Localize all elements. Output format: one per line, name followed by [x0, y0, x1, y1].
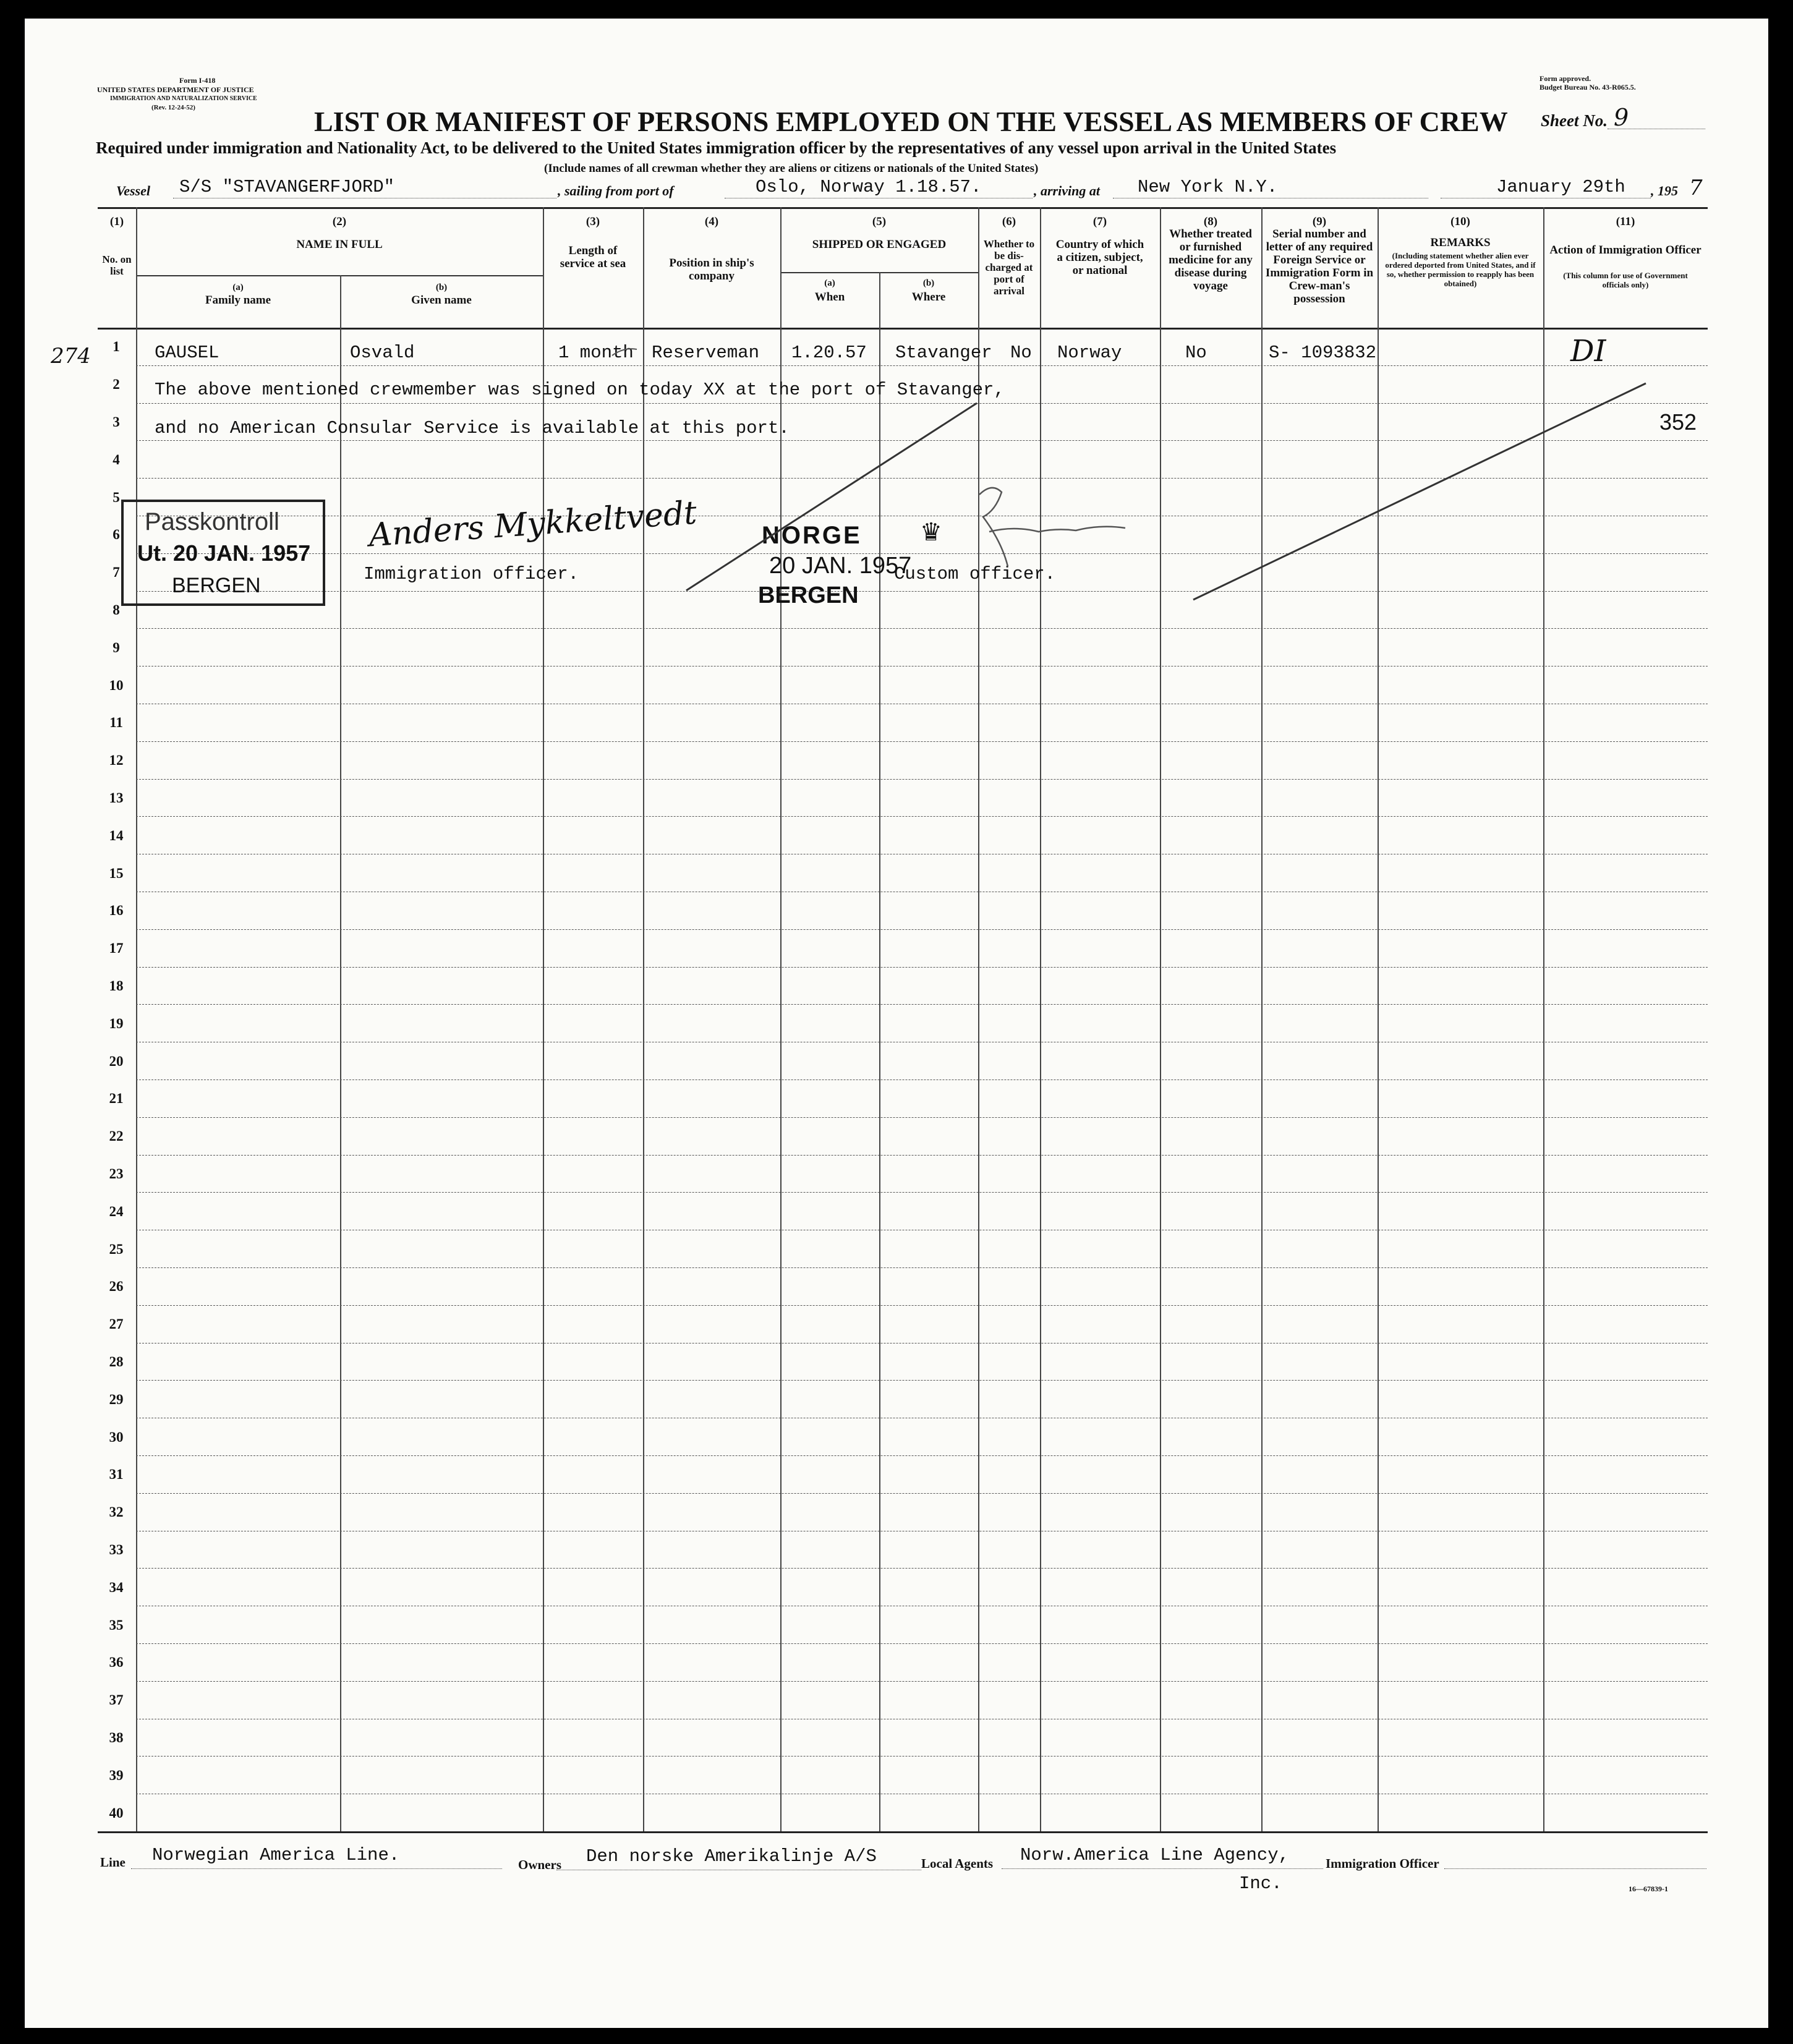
row-number: 9	[113, 639, 120, 655]
row-number: 11	[109, 715, 123, 731]
row-number: 19	[109, 1015, 124, 1031]
col2a-letter: (a)	[232, 283, 244, 292]
entry-discharged: No	[1010, 343, 1032, 363]
row-number: 29	[109, 1391, 124, 1407]
entry-when: 1.20.57	[791, 343, 867, 363]
arriving-label: , arriving at	[1034, 183, 1100, 198]
arriving-port: New York N.Y.	[1138, 177, 1278, 197]
row-number: 10	[109, 677, 124, 693]
form-approved: Form approved.	[1540, 74, 1591, 83]
footer-line-label: Line	[100, 1855, 126, 1870]
row-number: 36	[109, 1654, 124, 1671]
row-number: 34	[109, 1579, 124, 1595]
note-line-1: The above mentioned crewmember was signed on today XX at the port of Stavanger,	[155, 380, 1005, 400]
vessel-label: Vessel	[116, 183, 150, 198]
row-number: 15	[109, 865, 124, 881]
footer-owners: Den norske Amerikalinje A/S	[586, 1846, 877, 1867]
action-number: 352	[1659, 409, 1697, 435]
entry-family-name: GAUSEL	[155, 343, 219, 363]
row-number: 14	[109, 827, 124, 843]
margin-note: 274	[51, 344, 91, 368]
footer-line: Norwegian America Line.	[152, 1845, 400, 1865]
row-number: 20	[109, 1053, 124, 1069]
required-notice: Required under immigration and Nationality Act, to be delivered to the United States immigration officer by the representatives of any vessel upon arrival in the United States	[96, 138, 1337, 157]
footer-agents: Norw.America Line Agency,	[1020, 1845, 1290, 1865]
col6-number: (6)	[1002, 215, 1016, 228]
diagonal-stroke-right	[1193, 383, 1646, 600]
entry-treated: No	[1185, 343, 1207, 363]
col5b-header: Where	[911, 291, 946, 304]
sailing-port: Oslo, Norway 1.18.57.	[756, 177, 982, 197]
col7-header: Country of which a citizen, subject, or national	[1055, 238, 1144, 277]
row-number: 40	[109, 1805, 124, 1821]
col2b-header: Given name	[411, 294, 472, 307]
stamp-mid-line2: 20 JAN. 1957	[769, 553, 912, 579]
row-number: 4	[113, 451, 120, 467]
footer-agents-underline	[1002, 1868, 1323, 1869]
row-number: 27	[109, 1316, 124, 1332]
row-number: 8	[113, 602, 120, 618]
col3-header: Length of service at sea	[560, 244, 626, 270]
row-number: 22	[109, 1128, 124, 1144]
entry-position: Reserveman	[652, 343, 760, 363]
row-number: 38	[109, 1730, 124, 1745]
footer-agents-2: Inc.	[1239, 1873, 1282, 1894]
crown-icon: ♛	[920, 519, 942, 546]
footer-line-underline	[131, 1868, 502, 1869]
col2-header: NAME IN FULL	[296, 238, 383, 251]
check-mark	[612, 349, 637, 356]
sheet-number: 9	[1614, 104, 1629, 131]
col11-subheader: (This column for use of Government officials only)	[1563, 271, 1688, 289]
col2a-header: Family name	[205, 294, 271, 307]
col10-number: (10)	[1450, 215, 1470, 228]
row-number: 17	[109, 940, 124, 956]
footer-agents-label: Local Agents	[921, 1856, 994, 1871]
footer-officer-underline	[1444, 1868, 1706, 1869]
col8-number: (8)	[1203, 215, 1218, 228]
service: IMMIGRATION AND NATURALIZATION SERVICE	[110, 95, 257, 102]
col5b-letter: (b)	[922, 278, 935, 288]
diagonal-stroke-left	[686, 403, 977, 590]
col5a-header: When	[814, 291, 845, 304]
row-number: 18	[109, 978, 124, 994]
col4-header: Position in ship's company	[669, 257, 754, 283]
signature: Anders Mykkeltvedt	[367, 494, 698, 555]
department: UNITED STATES DEPARTMENT OF JUSTICE	[97, 85, 254, 94]
row-number: 33	[109, 1542, 124, 1557]
row-number: 13	[109, 790, 124, 806]
col4-number: (4)	[704, 215, 719, 228]
row-number: 32	[109, 1504, 124, 1520]
customs-signature-scribble	[979, 488, 1125, 566]
stamp-left-line1: Passkontroll	[145, 508, 279, 535]
page-title: LIST OR MANIFEST OF PERSONS EMPLOYED ON THE VESSEL AS MEMBERS OF CREW	[314, 106, 1508, 137]
sailing-label: , sailing from port of	[558, 183, 674, 198]
col11-header: Action of Immigration Officer	[1549, 244, 1701, 257]
col6-header: Whether to be dis-charged at port of arrival	[983, 238, 1035, 297]
stamp-mid-line1: NORGE	[762, 522, 862, 549]
col3-number: (3)	[586, 215, 600, 228]
year-prefix: , 195	[1651, 183, 1678, 198]
revision: (Rev. 12-24-52)	[151, 104, 195, 111]
row-number: 6	[113, 527, 120, 543]
footer-officer-label: Immigration Officer	[1326, 1856, 1439, 1871]
stamp-mid-line3: BERGEN	[758, 582, 859, 608]
col5-number: (5)	[872, 215, 887, 228]
row-number: 31	[109, 1467, 124, 1483]
entry-length: 1 month	[558, 343, 634, 363]
col9-number: (9)	[1312, 215, 1327, 228]
form-number: Form I-418	[179, 76, 216, 85]
entry-serial: S- 1093832	[1269, 343, 1377, 363]
vessel-name: S/S "STAVANGERFJORD"	[179, 177, 395, 197]
row-number: 23	[109, 1166, 124, 1182]
col2-number: (2)	[332, 215, 347, 228]
col5a-letter: (a)	[824, 278, 835, 288]
budget-bureau: Budget Bureau No. 43-R065.5.	[1540, 83, 1636, 92]
col1-header: No. on list	[102, 253, 132, 277]
row-number: 25	[109, 1241, 124, 1257]
row-number: 39	[109, 1767, 124, 1783]
row-number: 1	[113, 339, 120, 355]
immigration-officer-label: Immigration officer.	[364, 564, 579, 584]
row-number: 2	[113, 377, 120, 393]
row-number: 12	[109, 752, 124, 769]
footer-code: 16—67839-1	[1629, 1884, 1668, 1893]
note-line-2: and no American Consular Service is available at this port.	[155, 418, 790, 438]
stamp-left-line3: BERGEN	[172, 574, 261, 597]
include-notice: (Include names of all crewman whether they are aliens or citizens or nationals of the United States)	[544, 162, 1039, 175]
col5-header: SHIPPED OR ENGAGED	[812, 238, 947, 251]
col2b-letter: (b)	[435, 283, 448, 292]
row-number: 26	[109, 1279, 124, 1295]
row-number: 21	[109, 1091, 124, 1107]
row-number: 3	[113, 414, 120, 430]
sheet-label: Sheet No.	[1541, 111, 1608, 130]
entry-where: Stavanger	[895, 343, 992, 363]
row-number: 30	[109, 1429, 124, 1445]
row-number: 35	[109, 1617, 124, 1633]
action-mark: DI	[1570, 334, 1606, 368]
col7-number: (7)	[1092, 215, 1107, 228]
row-number: 24	[109, 1203, 124, 1219]
col10-subheader: (Including statement whether alien ever ordered deported from United States, and if so, whether permission to reapply has been obtained)	[1385, 251, 1536, 288]
row-number: 16	[109, 903, 124, 919]
row-number: 7	[113, 564, 120, 581]
col1-number: (1)	[109, 215, 124, 228]
col11-number: (11)	[1616, 215, 1635, 228]
entry-given-name: Osvald	[350, 343, 415, 363]
row-number: 5	[113, 489, 120, 505]
year-suffix: 7	[1689, 176, 1703, 200]
custom-officer-label: Custom officer.	[894, 564, 1056, 584]
row-number: 37	[109, 1692, 124, 1708]
entry-country: Norway	[1057, 343, 1122, 363]
row-number: 28	[109, 1354, 124, 1369]
arrival-date: January 29th	[1496, 177, 1625, 197]
stamp-left-line2: Ut. 20 JAN. 1957	[137, 540, 311, 566]
col10-header: REMARKS	[1430, 236, 1491, 249]
col8-header: Whether treated or furnished medicine for any disease during voyage	[1169, 228, 1253, 292]
footer-owners-label: Owners	[518, 1857, 561, 1872]
col9-header: Serial number and letter of any required Foreign Service or Immigration Form in Crew-man's possession	[1265, 228, 1374, 305]
